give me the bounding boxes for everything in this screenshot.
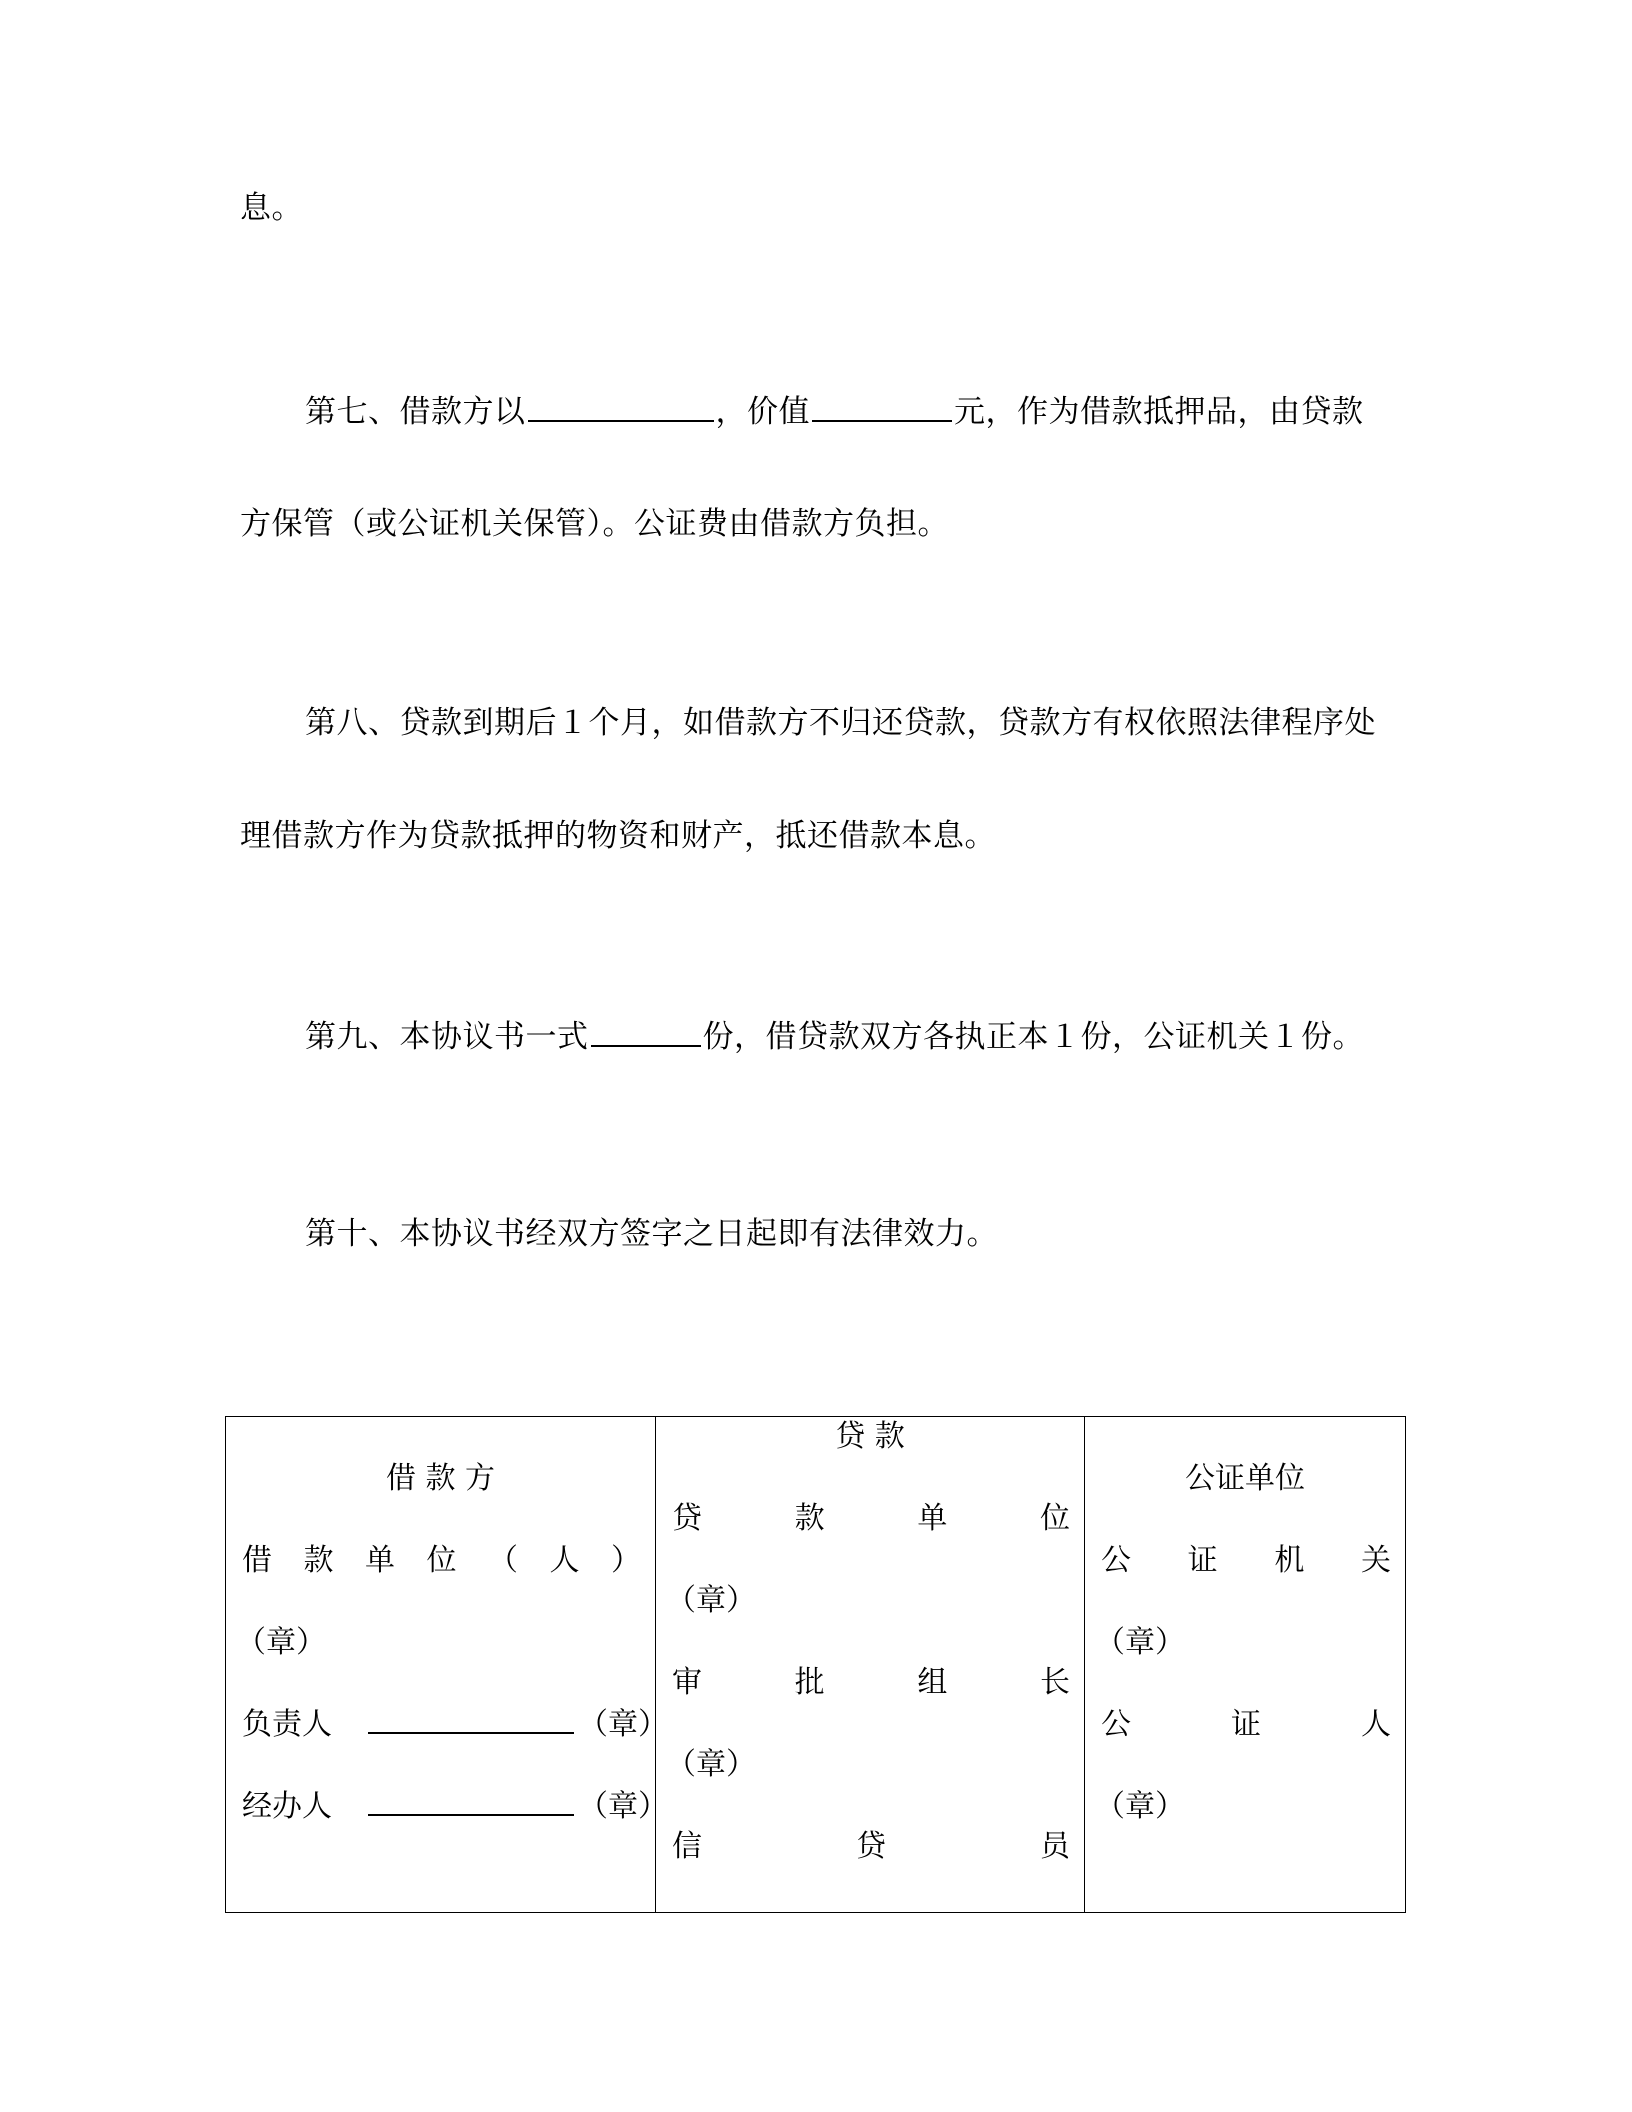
lender-unit-row — [672, 1499, 1070, 1539]
handler-seal: （章） — [578, 1789, 668, 1824]
notary-agency-char: 证 — [1187, 1543, 1218, 1578]
approval-leader-seal: （章） — [666, 1747, 756, 1782]
paragraph-9-text-b: 份，借贷款双方各执正本１份，公证机关１份。 — [702, 1019, 1364, 1055]
paragraph-7-line-2: 方保管（或公证机关保管）。公证费由借款方负担。 — [240, 506, 949, 542]
copies-blank[interactable] — [591, 1015, 701, 1047]
approval-leader-row — [672, 1663, 1070, 1703]
value-blank[interactable] — [812, 390, 952, 422]
principal-seal: （章） — [578, 1707, 668, 1742]
principal-row — [242, 1705, 668, 1745]
borrower-unit-row — [242, 1541, 641, 1581]
collateral-blank[interactable] — [528, 390, 714, 422]
handler-label: 经办人 — [242, 1789, 332, 1824]
credit-officer-char: 信 — [672, 1829, 702, 1864]
approval-leader-char: 审 — [672, 1665, 702, 1700]
credit-officer-char: 贷 — [856, 1829, 886, 1864]
lender-unit-char: 位 — [1039, 1501, 1070, 1536]
paragraph-6-tail: 息。 — [240, 190, 303, 226]
borrower-header: 借 款 方 — [385, 1461, 496, 1496]
borrower-unit-char: 人 — [549, 1543, 580, 1578]
paragraph-8-line-2: 理借款方作为贷款抵押的物资和财产，抵还借款本息。 — [240, 818, 996, 854]
paragraph-7-text-a: 第七、借款方以 — [305, 394, 526, 430]
approval-leader-char: 长 — [1039, 1665, 1070, 1700]
credit-officer-char: 员 — [1040, 1829, 1070, 1864]
borrower-unit-char: 借 — [242, 1543, 272, 1578]
notary-person-row — [1101, 1705, 1391, 1745]
notary-person-seal: （章） — [1095, 1789, 1185, 1824]
borrower-unit-seal: （章） — [236, 1625, 326, 1660]
borrower-unit-char: 单 — [365, 1543, 395, 1578]
notary-agency-char: 公 — [1101, 1543, 1131, 1578]
handler-signature-line[interactable] — [368, 1788, 574, 1816]
paragraph-8-line-1: 第八、贷款到期后１个月，如借款方不归还贷款，贷款方有权依照法律程序处 — [305, 705, 1376, 741]
paragraph-7-line-1 — [305, 390, 1364, 432]
paragraph-9-line — [305, 1015, 1364, 1057]
borrower-unit-char: 位 — [426, 1543, 457, 1578]
lender-header: 贷 款 — [835, 1419, 905, 1454]
handler-row — [242, 1787, 668, 1827]
notary-person-char: 人 — [1361, 1707, 1391, 1742]
lender-unit-seal: （章） — [666, 1583, 756, 1618]
lender-unit-char: 款 — [794, 1501, 825, 1536]
principal-signature-line[interactable] — [368, 1706, 574, 1734]
principal-label: 负责人 — [242, 1707, 332, 1742]
lender-unit-char: 单 — [917, 1501, 948, 1536]
borrower-unit-char: 款 — [303, 1543, 334, 1578]
notary-column — [1084, 1417, 1405, 1912]
borrower-unit-char: （ — [488, 1543, 518, 1578]
credit-officer-row — [672, 1827, 1070, 1867]
notary-agency-char: 机 — [1274, 1543, 1305, 1578]
notary-agency-row — [1101, 1541, 1391, 1581]
notary-header: 公证单位 — [1185, 1461, 1305, 1496]
approval-leader-char: 组 — [917, 1665, 948, 1700]
notary-agency-char: 关 — [1360, 1543, 1391, 1578]
borrower-column — [226, 1417, 668, 1912]
lender-unit-char: 贷 — [672, 1501, 702, 1536]
lender-column — [655, 1417, 1084, 1912]
paragraph-7-text-c: 元，作为借款抵押品，由贷款 — [954, 394, 1364, 430]
borrower-unit-char: ） — [611, 1543, 641, 1578]
paragraph-10-line: 第十、本协议书经双方签字之日起即有法律效力。 — [305, 1216, 998, 1252]
approval-leader-char: 批 — [794, 1665, 825, 1700]
signature-table — [225, 1416, 1406, 1913]
notary-agency-seal: （章） — [1095, 1625, 1185, 1660]
paragraph-7-text-b: ，价值 — [715, 394, 810, 430]
paragraph-9-text-a: 第九、本协议书一式 — [305, 1019, 589, 1055]
notary-person-char: 证 — [1231, 1707, 1261, 1742]
notary-person-char: 公 — [1101, 1707, 1131, 1742]
